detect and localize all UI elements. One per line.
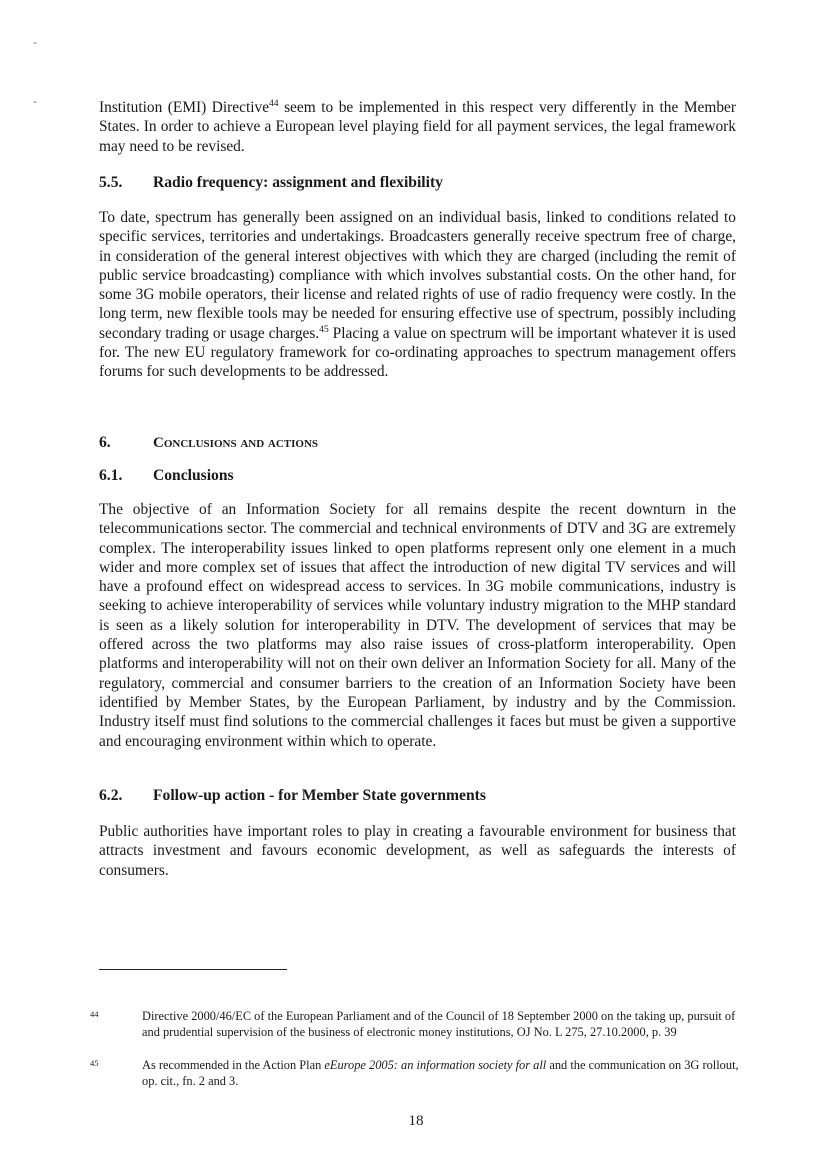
section-number: 6.1. [99, 467, 123, 484]
intro-text-part1: Institution (EMI) Directive [99, 99, 270, 116]
intro-text-part2: seem to be implemented in this respect very differently in the Member States. In order to achieve a European level playing field for all payment services, the legal framework may need to be revised. [99, 99, 736, 155]
section-title: Radio frequency: assignment and flexibility [153, 174, 443, 191]
margin-mark: - [33, 94, 37, 108]
section-number: 6.2. [99, 787, 123, 804]
section-5-5-paragraph [99, 208, 736, 382]
footnote-text-post: and the communication on 3G rollout, op. cit., fn. 2 and 3. [142, 1058, 739, 1088]
s62-text: Public authorities have important roles to play in creating a favourable environment for business that attracts investment and favours economic development, as well as safeguards the interests of consumers. [99, 823, 736, 879]
section-6-2-paragraph [99, 822, 736, 880]
s55-text-part1: To date, spectrum has generally been assigned on an individual basis, linked to conditions related to specific services, territories and undertakings. Broadcasters generally receive spectrum free of charge, in consideration of the general interest objectives with which they are charged (including the remit of public service broadcasting) compliance with which involves substantial costs. On the other hand, for some 3G mobile operators, their license and related rights of use of radio frequency were costly. In the long term, new flexible tools may be needed for ensuring effective use of spectrum, possibly including secondary trading or usage charges. [99, 209, 736, 342]
s61-text: The objective of an Information Society for all remains despite the recent downturn in the telecommunications sector. The commercial and technical environments of DTV and 3G are extremely complex. The interoperability issues linked to open platforms represent only one element in a much wider and more complex set of issues that affect the introduction of new digital TV services and will have a profound effect on widespread access to services. In 3G mobile communications, industry is seeking to achieve interoperability of services while voluntary industry migration to the MHP standard is seen as a likely solution for interoperability in DTV. The development of services that may be offered across the two platforms may also raise issues of cross-platform interoperability. Open platforms and interoperability will not on their own deliver an Information Society for all. Many of the regulatory, commercial and consumer barriers to the creation of an Information Society have been identified by Member States, by the European Parliament, by industry and by the Commission. Industry itself must find solutions to the commercial challenges it faces but must be given a supportive and encouraging environment within which to operate. [99, 501, 736, 750]
page-number: 18 [408, 1113, 424, 1129]
section-6-1-paragraph [99, 500, 736, 751]
section-title: Follow-up action - for Member State governments [153, 787, 486, 804]
footnote-number: 45 [90, 1058, 99, 1068]
section-title: Conclusions [153, 467, 234, 484]
section-number: 5.5. [99, 174, 123, 191]
section-heading-6-2 [99, 786, 486, 806]
footnote-ref-44: 44 [269, 98, 279, 109]
margin-mark: - [33, 35, 37, 49]
section-heading-5-5 [99, 173, 443, 193]
section-heading-6 [99, 433, 318, 453]
footnote-title-italic: eEurope 2005: an information society for all [324, 1058, 547, 1072]
section-title: Conclusions and actions [153, 435, 319, 451]
s55-text-part2: Placing a value on spectrum will be important whatever it is used for. The new EU regulatory framework for co-ordinating approaches to spectrum management offers forums for such developments to be addressed. [99, 324, 736, 381]
intro-paragraph [99, 98, 736, 156]
section-heading-6-1 [99, 466, 234, 486]
footnote-ref-45: 45 [319, 324, 329, 335]
footnote-text [142, 1057, 740, 1089]
section-number: 6. [99, 434, 111, 451]
footnote-separator [99, 969, 287, 970]
footnote-number: 44 [90, 1009, 99, 1019]
footnote-text: Directive 2000/46/EC of the European Parliament and of the Council of 18 September 2000 on the taking up, pursuit of and prudential supervision of the business of electronic money institutions, OJ No. L 275, 27.10.2000, p. 39 [142, 1009, 736, 1039]
footnote-text-pre: As recommended in the Action Plan [142, 1058, 325, 1072]
